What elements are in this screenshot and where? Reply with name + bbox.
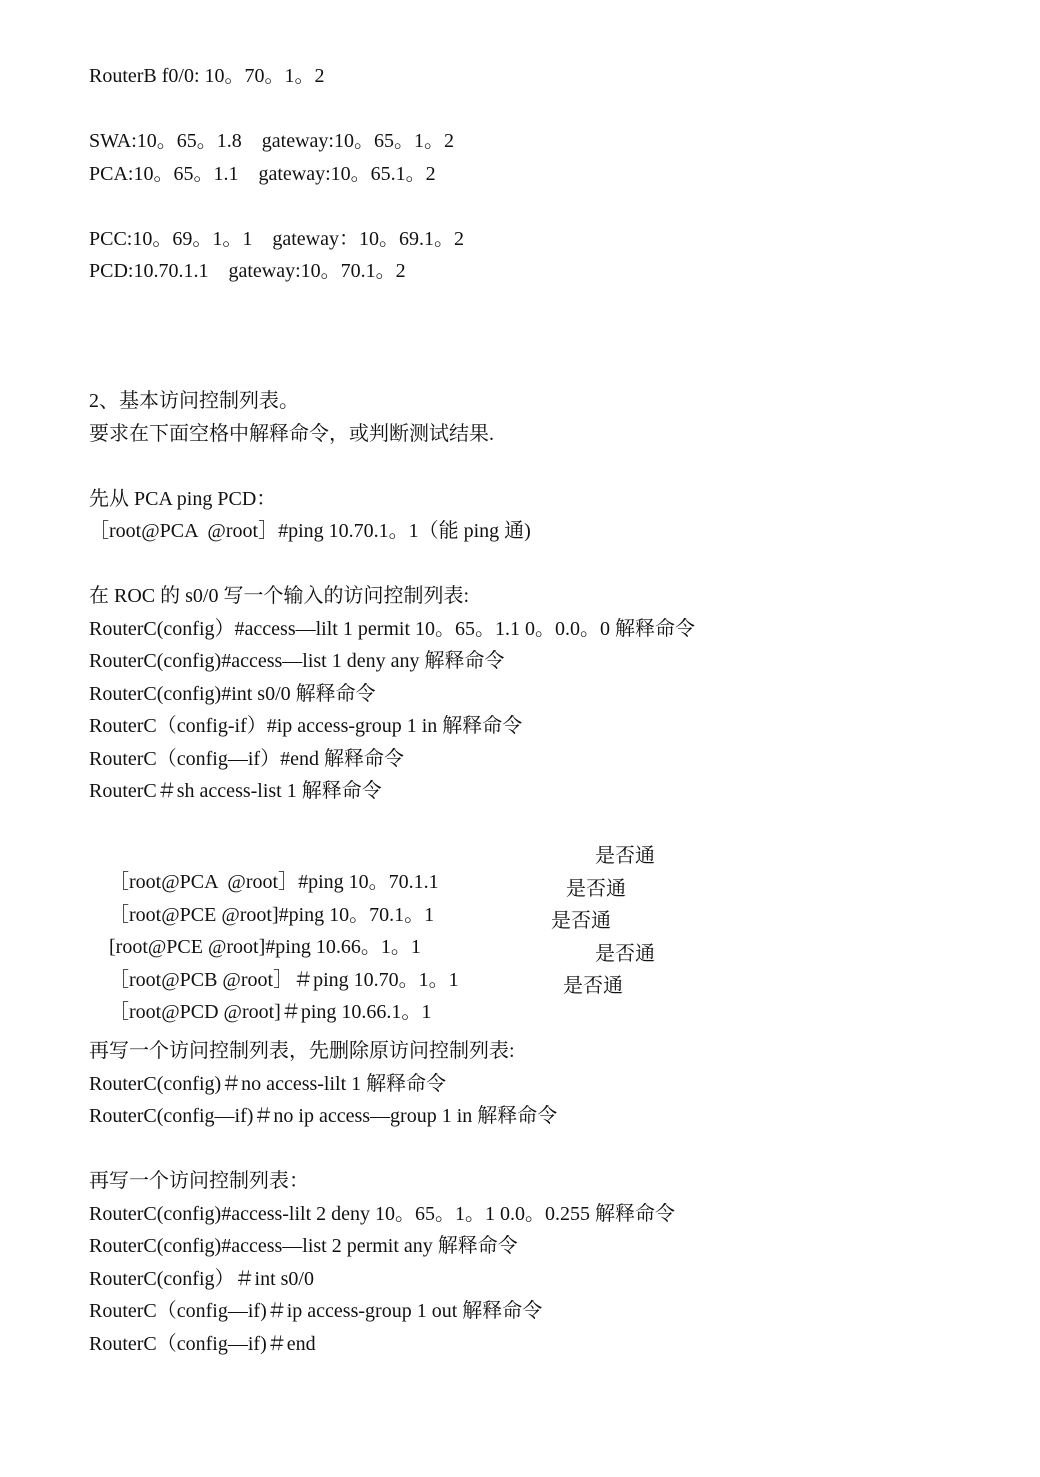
new-acl-command: RouterC（config—if)＃end: [89, 1333, 316, 1355]
test-command: [root@PCE @root]#ping 10.66。1。1: [109, 936, 421, 958]
acl-command: RouterC(config）#access—lilt 1 permit 10。65。1.1 0。0.0。0 解释命令: [89, 618, 696, 640]
test-row: [89, 973, 623, 1023]
test-row: [89, 876, 626, 926]
section-heading: 2、基本访问控制列表。: [89, 390, 299, 412]
ping-intro: 先从 PCA ping PCD：: [89, 488, 277, 510]
acl-command: RouterC(config)#int s0/0 解释命令: [89, 683, 376, 705]
test-command: ［root@PCD @root]＃ping 10.66.1。1: [109, 1001, 432, 1023]
instruction-text: 要求在下面空格中解释命令，或判断测试结果.: [89, 423, 494, 445]
test-row: [89, 941, 655, 991]
test-result: 是否通: [551, 910, 611, 932]
test-result: 是否通: [563, 975, 623, 997]
new-acl-command: RouterC(config)#access—list 2 permit any 解释命令: [89, 1235, 518, 1257]
acl-command: RouterC（config—if）#end 解释命令: [89, 748, 404, 770]
acl-command: RouterC（config-if）#ip access-group 1 in 解释命令: [89, 715, 523, 737]
new-acl-command: RouterC(config）＃int s0/0: [89, 1268, 314, 1290]
rewrite-command: RouterC(config)＃no access-lilt 1 解释命令: [89, 1073, 447, 1095]
new-acl-intro: 再写一个访问控制列表：: [89, 1170, 309, 1192]
acl-intro: 在 ROC 的 s0/0 写一个输入的访问控制列表:: [89, 585, 470, 607]
rewrite-command: RouterC(config—if)＃no ip access—group 1 in 解释命令: [89, 1105, 558, 1127]
rewrite-intro: 再写一个访问控制列表，先删除原访问控制列表:: [89, 1040, 515, 1062]
swa-address-line: SWA:10。65。1.8 gateway:10。65。1。2: [89, 130, 454, 152]
test-command: ［root@PCA @root］#ping 10。70.1.1: [109, 871, 439, 893]
test-result: 是否通: [566, 878, 626, 900]
pcd-address-line: PCD:10.70.1.1 gateway:10。70.1。2: [89, 260, 406, 282]
new-acl-command: RouterC（config—if)＃ip access-group 1 out 解释命令: [89, 1300, 543, 1322]
test-command: ［root@PCB @root］＃ping 10.70。1。1: [109, 969, 459, 991]
test-command: ［root@PCE @root]#ping 10。70.1。1: [109, 904, 435, 926]
acl-command: RouterC(config)#access—list 1 deny any 解释命令: [89, 650, 505, 672]
test-result: 是否通: [595, 845, 655, 867]
test-row: [89, 843, 655, 893]
acl-command: RouterC＃sh access-list 1 解释命令: [89, 780, 382, 802]
test-row: [89, 908, 611, 958]
pca-address-line: PCA:10。65。1.1 gateway:10。65.1。2: [89, 163, 436, 185]
new-acl-command: RouterC(config)#access-lilt 2 deny 10。65。1。1 0.0。0.255 解释命令: [89, 1203, 676, 1225]
routerb-address-line: RouterB f0/0: 10。70。1。2: [89, 65, 325, 87]
pcc-address-line: PCC:10。69。1。1 gateway：10。69.1。2: [89, 228, 464, 250]
ping-command: ［root@PCA @root］#ping 10.70.1。1（能 ping 通): [89, 520, 531, 542]
test-result: 是否通: [595, 943, 655, 965]
